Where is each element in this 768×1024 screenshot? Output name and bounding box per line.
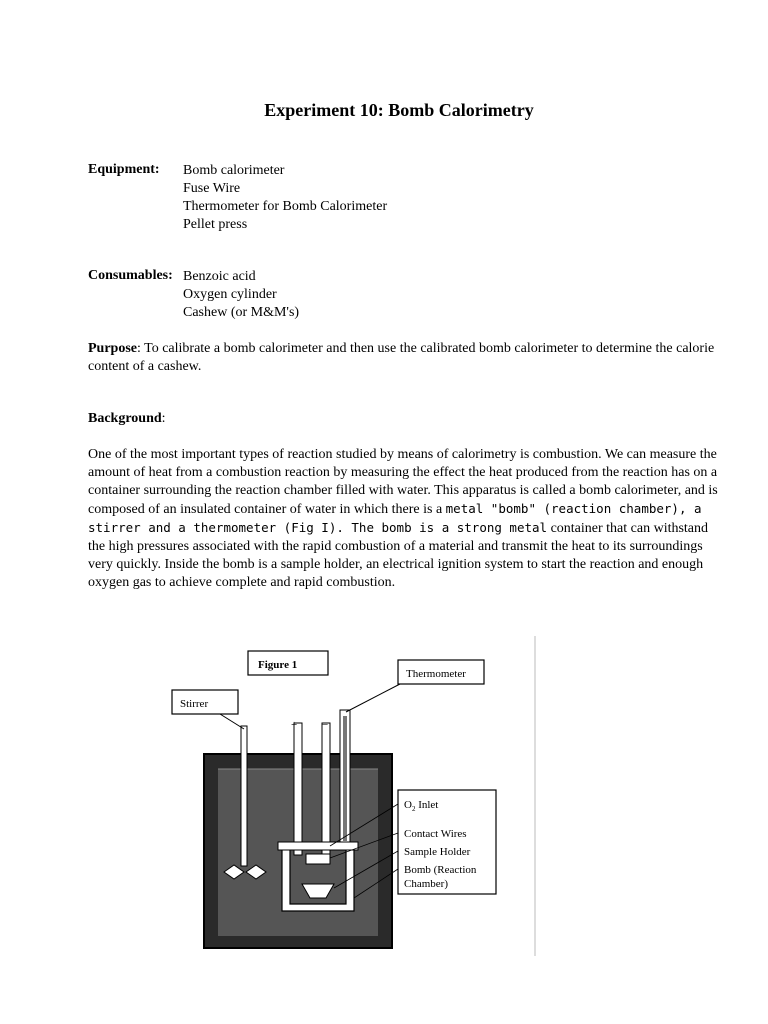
equipment-label: Equipment:: [88, 162, 160, 177]
page-title: Experiment 10: Bomb Calorimetry: [264, 100, 534, 120]
stirrer-label: Stirrer: [180, 698, 209, 710]
consumables-item: Oxygen cylinder: [183, 287, 277, 302]
o2-inlet-label: $O_2$ Inlet: [404, 799, 439, 813]
purpose-paragraph: [88, 340, 728, 376]
consumables-list: [183, 268, 299, 322]
bomb-calorimeter-figure: [160, 636, 536, 958]
purpose-label: Purpose: [88, 341, 137, 356]
figure-caption: Figure 1: [258, 659, 298, 671]
minus-terminal-label: −: [322, 719, 329, 731]
consumables-item: Benzoic acid: [183, 269, 256, 284]
background-handwritten-line: metal "bomb" (reaction chamber), a stirrer and a thermometer (Fig I). The bomb is a strong metal: [88, 501, 702, 535]
background-heading: Background:: [88, 411, 166, 426]
contact-wire-tube: [294, 723, 302, 855]
stirrer-rod: [241, 726, 247, 866]
purpose-text: : To calibrate a bomb calorimeter and then use the calibrated bomb calorimeter to determine the calorie content of a cashew.: [88, 341, 715, 374]
equipment-item: Bomb calorimeter: [183, 163, 285, 178]
equipment-item: Pellet press: [183, 217, 248, 232]
equipment-item: Thermometer for Bomb Calorimeter: [183, 199, 388, 214]
thermometer-label: Thermometer: [406, 668, 466, 680]
consumables-label: Consumables:: [88, 268, 173, 283]
contact-wire-tube: [322, 723, 330, 855]
background-paragraph: [88, 446, 728, 592]
bomb-label-line2: Chamber): [404, 878, 448, 890]
background-text: container that can withstand the high pressures associated with the rapid combustion of a material and transmit the heat to its surroundings very quickly. Inside the bomb is a sample holder, an electrical ignition system to start the reaction and enough oxygen gas to achieve complete and rapid combustion.: [88, 521, 709, 590]
background-text: One of the most important types of reaction studied by means of calorimetry is combustion. We can measure the amount of heat from a combustion reaction by measuring the effect the heat produced from the reaction has on a container surrounding the reaction chamber filled with water. This apparatus is called a bomb calorimeter, and is composed of an insulated container of water in which there is a: [88, 447, 718, 517]
bomb-label-line1: Bomb (Reaction: [404, 864, 477, 876]
plus-terminal-label: +: [291, 719, 298, 731]
sample-holder-label: Sample Holder: [404, 846, 471, 858]
contact-wires-label: Contact Wires: [404, 828, 467, 840]
consumables-item: Cashew (or M&M's): [183, 305, 300, 320]
equipment-item: Fuse Wire: [183, 181, 241, 196]
equipment-list: [183, 162, 387, 234]
